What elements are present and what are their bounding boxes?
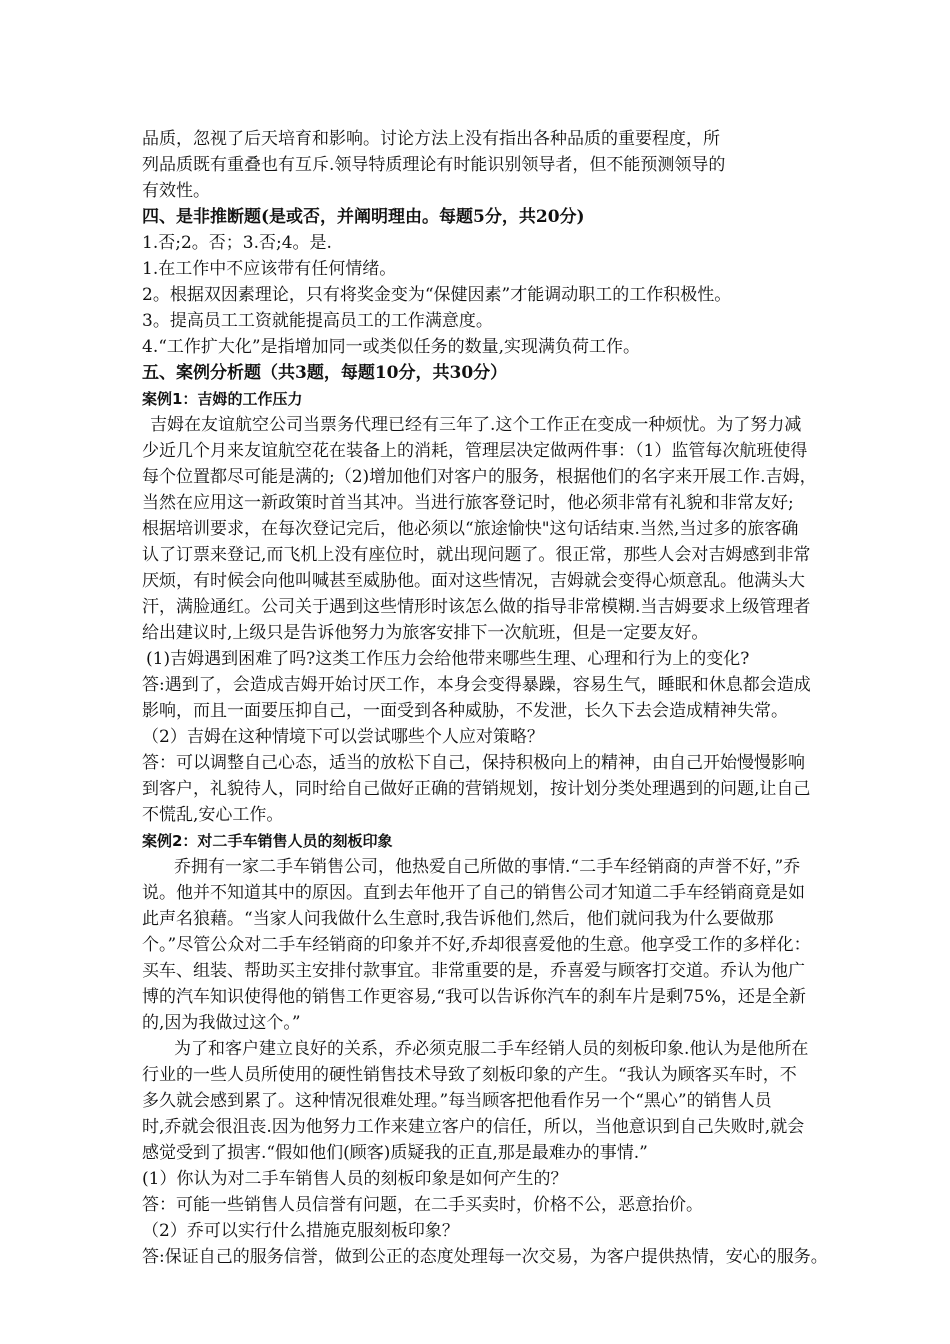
section-5-heading: 五、案例分析题（共3题，每题10分，共30分） (142, 363, 508, 383)
text-line: 个。”尽管公众对二手车经销商的印象并不好,乔却很喜爱他的生意。他享受工作的多样化： (142, 935, 811, 955)
text-line: 影响，而且一面要压抑自己，一面受到各种威胁，不发泄，长久下去会造成精神失常。 (142, 701, 788, 721)
text-line: 买车、组装、帮助买主安排付款事宜。非常重要的是，乔喜爱与顾客打交道。乔认为他广 (142, 961, 805, 981)
text-line: 每个位置都尽可能是满的;（2)增加他们对客户的服务，根据他们的名字来开展工作.吉姆， (142, 467, 817, 487)
case-1-answer-1 (142, 672, 822, 724)
text-line: 根据培训要求，在每次登记完后，他必须以“旅途愉快"这句话结束.当然,当过多的旅客确 (142, 519, 799, 539)
case-2-question-1: (1）你认为对二手车销售人员的刻板印象是如何产生的？ (142, 1169, 568, 1189)
case-2-title: 案例2：对二手车销售人员的刻板印象 (142, 832, 393, 850)
case-1-title: 案例1：吉姆的工作压力 (142, 390, 303, 408)
text-line: 不慌乱,安心工作。 (142, 805, 284, 825)
case-2-paragraph-2 (142, 1036, 822, 1166)
text-line: 列品质既有重叠也有互斥.领导特质理论有时能识别领导者，但不能预测领导的 (142, 155, 726, 175)
text-line: 行业的一些人员所使用的硬性销售技术导致了刻板印象的产生。“我认为顾客买车时，不 (142, 1065, 797, 1085)
text-line: 说。他并不知道其中的原因。直到去年他开了自己的销售公司才知道二手车经销商竟是如 (142, 883, 805, 903)
text-line: 当然在应用这一新政策时首当其冲。当进行旅客登记时，他必须非常有礼貌和非常友好; (142, 493, 794, 513)
text-line: 有效性。 (142, 181, 210, 201)
section-4-answers: 1.否;2。否；3.否;4。是. (142, 233, 332, 253)
text-line: 到客户，礼貌待人，同时给自己做好正确的营销规划，按计划分类处理遇到的问题,让自己 (142, 779, 811, 799)
text-line: 汗，满脸通红。公司关于遇到这些情形时该怎么做的指导非常模糊.当吉姆要求上级管理者 (142, 597, 811, 617)
text-line: 多久就会感到累了。这种情况很难处理。”每当顾客把他看作另一个“黑心”的销售人员 (142, 1091, 772, 1111)
case-1-question-1: (1)吉姆遇到困难了吗?这类工作压力会给他带来哪些生理、心理和行为上的变化? (146, 649, 750, 669)
case-2-answer-1: 答：可能一些销售人员信誉有问题，在二手买卖时，价格不公，恶意抬价。 (142, 1195, 703, 1215)
text-line: 乔拥有一家二手车销售公司，他热爱自己所做的事情.“二手车经销商的声誉不好，”乔 (174, 857, 801, 877)
text-line: 吉姆在友谊航空公司当票务代理已经有三年了.这个工作正在变成一种烦忧。为了努力减 (150, 415, 802, 435)
case-1-paragraph (142, 412, 822, 646)
case-2-paragraph-1 (142, 854, 822, 1036)
statement-item: 1.在工作中不应该带有任何情绪。 (142, 259, 397, 279)
document-page (142, 126, 828, 1270)
text-line: 博的汽车知识使得他的销售工作更容易,“我可以告诉你汽车的刹车片是剩75%，还是全新 (142, 987, 806, 1007)
text-line: 时,乔就会很沮丧.因为他努力工作来建立客户的信任，所以，当他意识到自己失败时,就会 (142, 1117, 805, 1137)
text-line: 此声名狼藉。“当家人问我做什么生意时,我告诉他们,然后，他们就问我为什么要做那 (142, 909, 774, 929)
statement-item: 2。根据双因素理论，只有将奖金变为“保健因素”才能调动职工的工作积极性。 (142, 285, 732, 305)
text-line: 厌烦，有时候会向他叫喊甚至威胁他。面对这些情况，吉姆就会变得心烦意乱。他满头大 (142, 571, 805, 591)
case-1-question-2: （2）吉姆在这种情境下可以尝试哪些个人应对策略？ (142, 727, 544, 747)
text-line: 品质，忽视了后天培育和影响。讨论方法上没有指出各种品质的重要程度，所 (142, 129, 720, 149)
case-1-answer-2 (142, 750, 822, 828)
text-line: 给出建议时,上级只是告诉他努力为旅客安排下一次航班，但是一定要友好。 (142, 623, 709, 643)
section-4-heading: 四、是非推断题(是或否，并阐明理由。每题5分，共20分) (142, 207, 585, 227)
case-2-answer-2: 答:保证自己的服务信誉，做到公正的态度处理每一次交易，为客户提供热情，安心的服务。 (142, 1247, 828, 1267)
section-4-items (142, 256, 822, 360)
text-line: 的,因为我做过这个。” (142, 1013, 301, 1033)
statement-item: 3。提高员工工资就能提高员工的工作满意度。 (142, 311, 493, 331)
intro-paragraph (142, 126, 822, 204)
text-line: 感觉受到了损害.“假如他们(顾客)质疑我的正直,那是最难办的事情.” (142, 1143, 648, 1163)
text-line: 认了订票来登记,而飞机上没有座位时，就出现问题了。很正常，那些人会对吉姆感到非常 (142, 545, 811, 565)
statement-item: 4.“工作扩大化”是指增加同一或类似任务的数量,实现满负荷工作。 (142, 337, 641, 357)
case-2-question-2: （2）乔可以实行什么措施克服刻板印象？ (142, 1221, 459, 1241)
text-line: 答：可以调整自己心态，适当的放松下自己，保持积极向上的精神，由自己开始慢慢影响 (142, 753, 805, 773)
text-line: 答:遇到了，会造成吉姆开始讨厌工作，本身会变得暴躁，容易生气，睡眠和休息都会造成 (142, 675, 811, 695)
text-line: 为了和客户建立良好的关系，乔必须克服二手车经销人员的刻板印象.他认为是他所在 (174, 1039, 809, 1059)
text-line: 少近几个月来友谊航空花在装备上的消耗，管理层决定做两件事：（1）监管每次航班使得 (142, 441, 808, 461)
